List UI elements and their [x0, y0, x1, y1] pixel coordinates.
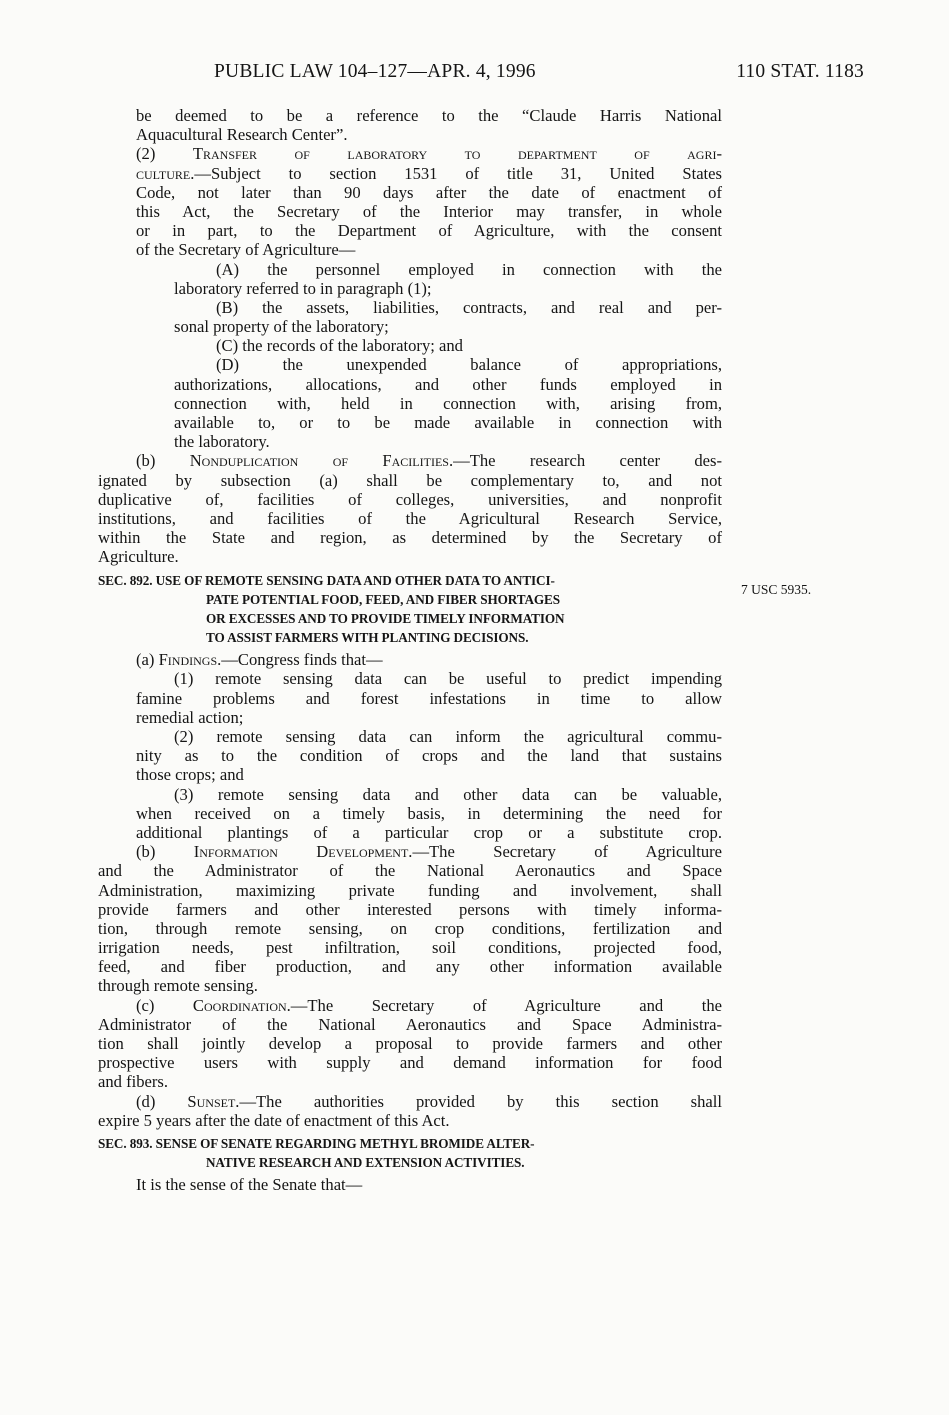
- subsection-number: (c): [136, 995, 193, 1015]
- subsection-text: .—The Secretary of Agriculture and the: [286, 995, 722, 1015]
- subsection-b2-heading: [98, 842, 722, 861]
- text-line: authorizations, allocations, and other funds employed in: [174, 374, 722, 394]
- subsection-b-heading: [98, 451, 722, 470]
- text-line: and fibers.: [98, 1072, 169, 1092]
- text-line: institutions, and facilities of the Agricultural Research Service,: [98, 508, 722, 528]
- text-line: those crops; and: [136, 765, 244, 785]
- subsection-number: (a): [136, 650, 159, 670]
- section-heading-line: OR EXCESSES AND TO PROVIDE TIMELY INFORMATION: [206, 610, 565, 626]
- text-line: [98, 164, 722, 183]
- text-line: duplicative of, facilities of colleges, universities, and nonprofit: [98, 489, 722, 509]
- paragraph-title: Transfer of laboratory to department of agri-: [192, 144, 723, 164]
- subsection-text: .—The authorities provided by this section shall: [235, 1091, 723, 1111]
- subsection-title: Sunset: [187, 1091, 236, 1111]
- subsection-title: Nonduplication of Facilities: [189, 451, 449, 471]
- section-heading-line: NATIVE RESEARCH AND EXTENSION ACTIVITIES.: [206, 1155, 525, 1171]
- text-line: (B) the assets, liabilities, contracts, and real and per-: [216, 297, 722, 317]
- subsection-number: (d): [136, 1091, 188, 1111]
- text-line: irrigation needs, pest infiltration, soil conditions, projected food,: [98, 938, 722, 958]
- text-line: feed, and fiber production, and any other information available: [98, 957, 722, 977]
- section-893-heading: [98, 1134, 722, 1172]
- text-line: (A) the personnel employed in connection with the: [216, 259, 722, 279]
- page-header: [140, 61, 864, 85]
- text-line: expire 5 years after the date of enactment of this Act.: [98, 1110, 450, 1130]
- text-line: this Act, the Secretary of the Interior may transfer, in whole: [136, 201, 722, 221]
- subsection-a-heading: [98, 650, 722, 669]
- paragraph-text: .—Subject to section 1531 of title 31, United States: [190, 163, 722, 183]
- text-line: remedial action;: [136, 707, 244, 727]
- text-line: or in part, to the Department of Agriculture, with the consent: [136, 221, 722, 241]
- text-line: connection with, held in connection with, arising from,: [174, 393, 722, 413]
- subsection-number: (b): [136, 451, 190, 471]
- text-line: (C) the records of the laboratory; and: [216, 336, 463, 356]
- section-heading-line: SEC. 892. USE OF REMOTE SENSING DATA AND OTHER DATA TO ANTICI-: [98, 572, 555, 588]
- text-line: when received on a timely basis, in determining the need for: [136, 803, 722, 823]
- paragraph-2-heading: [98, 144, 722, 163]
- text-line: and the Administrator of the National Aeronautics and Space: [98, 861, 722, 881]
- text-line: the laboratory.: [174, 432, 270, 452]
- text-line: additional plantings of a particular crop or a substitute crop.: [136, 822, 722, 842]
- section-892-heading: [98, 571, 722, 648]
- text-line: (2) remote sensing data can inform the agricultural commu-: [174, 727, 722, 746]
- text-line: within the State and region, as determined by the Secretary of: [98, 528, 722, 548]
- subsection-text: .—The research center des-: [448, 451, 722, 471]
- text-line: through remote sensing.: [98, 976, 258, 996]
- text-line: Administrator of the National Aeronautics and Space Administra-: [98, 1014, 722, 1034]
- section-heading-line: TO ASSIST FARMERS WITH PLANTING DECISIONS.: [206, 630, 529, 646]
- subsection-title: Coordination: [192, 995, 287, 1015]
- paragraph-number: (2): [136, 144, 193, 164]
- text-line: It is the sense of the Senate that—: [136, 1175, 363, 1195]
- text-line: (3) remote sensing data and other data can be valuable,: [174, 784, 722, 804]
- text-line: Code, not later than 90 days after the date of enactment of: [136, 182, 722, 202]
- subsection-title: Information Development: [193, 842, 409, 862]
- text-line: provide farmers and other interested persons with timely informa-: [98, 899, 722, 919]
- text-line: Aquacultural Research Center”.: [136, 125, 348, 145]
- text-line: (1) remote sensing data can be useful to predict impending: [174, 669, 722, 689]
- paragraph-title-cont: culture: [136, 163, 191, 183]
- header-page-ref: 110 STAT. 1183: [736, 61, 864, 82]
- text-line: nity as to the condition of crops and the land that sustains: [136, 746, 722, 766]
- text-line: Administration, maximizing private funding and involvement, shall: [98, 880, 722, 900]
- text-line: sonal property of the laboratory;: [174, 317, 389, 337]
- document-body: [98, 106, 722, 1195]
- text-line: famine problems and forest infestations in time to allow: [136, 688, 722, 708]
- text-line: be deemed to be a reference to the “Claude Harris National: [136, 106, 722, 125]
- subsection-text: .—Congress finds that—: [217, 650, 383, 670]
- text-line: of the Secretary of Agriculture—: [136, 240, 356, 260]
- text-line: tion, through remote sensing, on crop conditions, fertilization and: [98, 918, 722, 938]
- text-line: tion shall jointly develop a proposal to provide farmers and other: [98, 1034, 722, 1053]
- section-heading-line: PATE POTENTIAL FOOD, FEED, AND FIBER SHORTAGES: [206, 591, 560, 607]
- text-line: prospective users with supply and demand information for food: [98, 1053, 722, 1073]
- subsection-d-heading: [98, 1092, 722, 1111]
- text-line: laboratory referred to in paragraph (1);: [174, 278, 432, 298]
- text-line: available to, or to be made available in connection with: [174, 413, 722, 432]
- subsection-number: (b): [136, 842, 194, 862]
- subsection-text: .—The Secretary of Agriculture: [408, 842, 723, 862]
- subsection-c-heading: [98, 996, 722, 1015]
- text-line: (D) the unexpended balance of appropriations,: [216, 355, 722, 375]
- text-line: ignated by subsection (a) shall be complementary to, and not: [98, 470, 722, 490]
- text-line: Agriculture.: [98, 547, 179, 567]
- margin-citation: 7 USC 5935.: [741, 582, 812, 597]
- section-heading-line: SEC. 893. SENSE OF SENATE REGARDING METHYL BROMIDE ALTER-: [98, 1135, 535, 1151]
- header-title: PUBLIC LAW 104–127—APR. 4, 1996: [214, 61, 536, 82]
- subsection-title: Findings: [158, 650, 218, 670]
